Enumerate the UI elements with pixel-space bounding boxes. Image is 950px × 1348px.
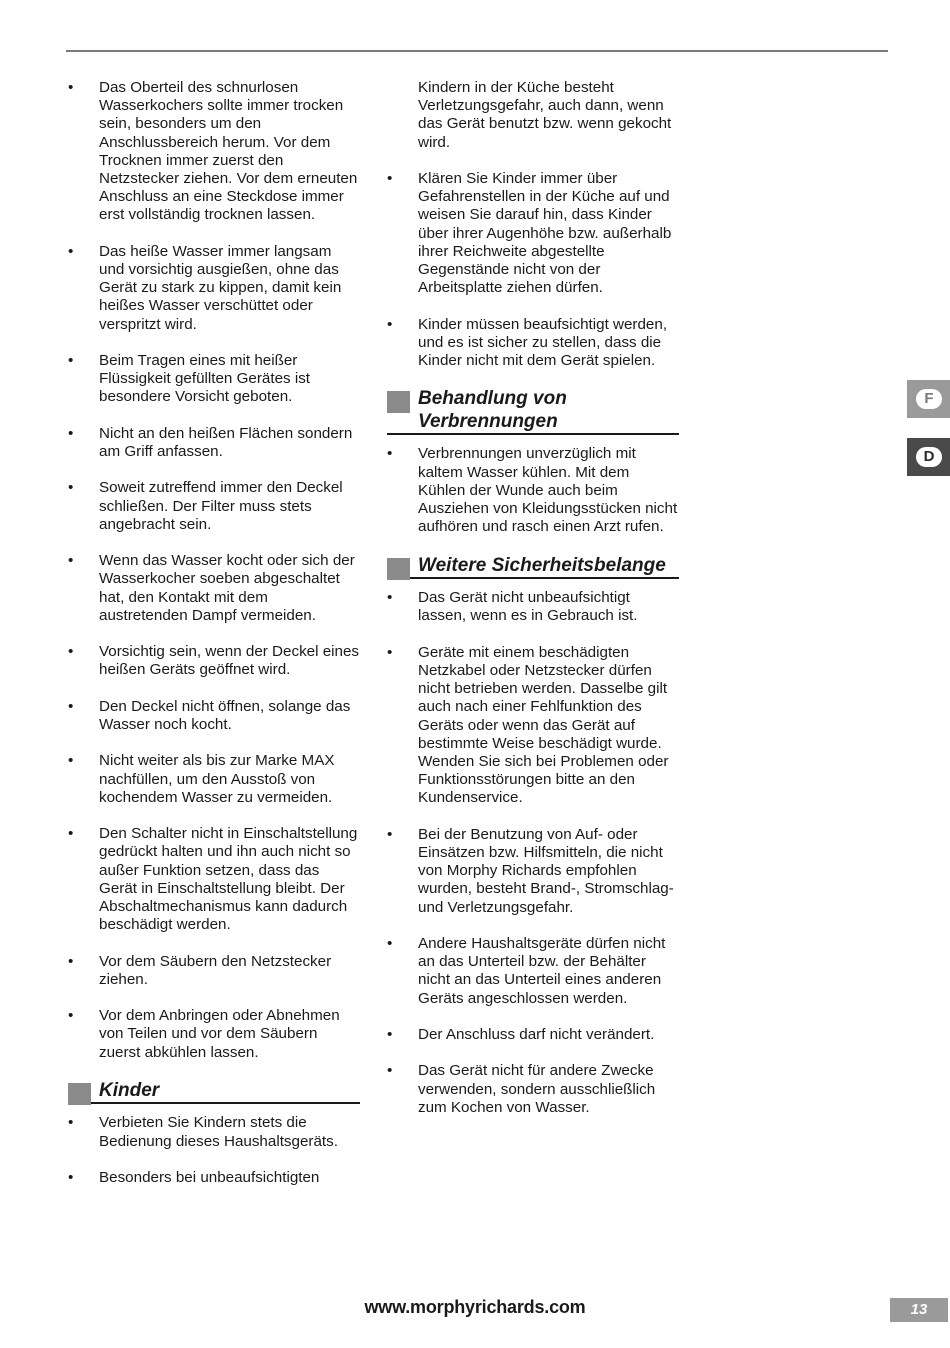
list-item xyxy=(68,1114,360,1150)
top-rule xyxy=(66,50,888,52)
item-text: Das Gerät nicht unbeaufsichtigt lassen, wenn es in Gebrauch ist. xyxy=(418,589,638,625)
bullet-marker: • xyxy=(68,552,74,570)
bullet-marker: • xyxy=(68,79,74,96)
right-bullet-list xyxy=(387,170,679,370)
item-text: Das Oberteil des schnurlosen Wasserkochers sollte immer trocken sein, besonders um den Anschlussbereich herum. Vor dem Trocknen immer zuerst den Netzstecker ziehen. Vor dem erneuten Anschluss an eine Steckdose immer erst vollständig trocknen lassen. xyxy=(99,79,358,224)
list-item xyxy=(68,953,360,989)
continuation-list xyxy=(387,79,679,152)
bullet-marker: • xyxy=(68,479,74,497)
left-column xyxy=(68,79,360,1205)
list-item xyxy=(387,1026,679,1044)
section-marker xyxy=(387,558,410,580)
item-text: Soweit zutreffend immer den Deckel schließen. Der Filter muss stets angebracht sein. xyxy=(99,479,343,533)
item-text: Den Schalter nicht in Einschaltstellung gedrückt halten und ihn auch nicht so außer Funktion setzen, dass das Gerät in Einschaltstellung bleibt. Der Abschaltmechanismus kann dadurch beschädigt werden. xyxy=(99,825,358,934)
bullet-marker: • xyxy=(68,1169,74,1187)
item-text: Vorsichtig sein, wenn der Deckel eines heißen Geräts geöffnet wird. xyxy=(99,643,360,679)
item-text: Vor dem Säubern den Netzstecker ziehen. xyxy=(99,952,332,988)
language-label: F xyxy=(916,389,942,409)
item-text: Wenn das Wasser kocht oder sich der Wasserkocher soeben abgeschaltet hat, den Kontakt mit dem austretenden Dampf vermeiden. xyxy=(99,552,355,624)
item-text: Verbrennungen unverzüglich mit kaltem Wasser kühlen. Mit dem Kühlen der Wunde auch beim Ausziehen von Kleidungsstücken nicht aufhören und rasch einen Arzt rufen. xyxy=(418,445,678,536)
bullet-marker: • xyxy=(387,170,393,187)
list-item xyxy=(68,825,360,934)
language-label: D xyxy=(916,447,942,467)
bullet-marker: • xyxy=(387,1025,393,1043)
section-title: Weitere Sicherheitsbelange xyxy=(418,554,666,576)
bullet-marker: • xyxy=(68,825,74,843)
item-text: Nicht weiter als bis zur Marke MAX nachfüllen, um den Ausstoß von kochendem Wasser zu vermeiden. xyxy=(99,752,335,806)
list-item xyxy=(387,1062,679,1117)
item-text: Den Deckel nicht öffnen, solange das Wasser noch kocht. xyxy=(99,697,351,733)
item-text: Der Anschluss darf nicht verändert. xyxy=(418,1025,655,1043)
list-item xyxy=(68,643,360,679)
bullet-marker: • xyxy=(387,1062,393,1080)
list-item xyxy=(68,79,360,225)
item-text: Beim Tragen eines mit heißer Flüssigkeit gefüllten Gerätes ist besondere Vorsicht geboten. xyxy=(99,352,311,406)
bullet-marker: • xyxy=(68,1114,74,1132)
list-item xyxy=(387,316,679,371)
list-item xyxy=(68,752,360,807)
section-heading-verbrennungen xyxy=(387,388,679,435)
item-text: Bei der Benutzung von Auf- oder Einsätzen bzw. Hilfsmitteln, die nicht von Morphy Richards empfohlen wurden, besteht Brand-, Stromschlag- und Verletzungsgefahr. xyxy=(418,825,674,916)
left-bullet-list xyxy=(68,79,360,1062)
bullet-marker: • xyxy=(387,445,393,463)
bullet-marker: • xyxy=(68,352,74,370)
kinder-bullet-list xyxy=(68,1114,360,1187)
item-text: Nicht an den heißen Flächen sondern am Griff anfassen. xyxy=(99,424,353,461)
continuation-text: Kindern in der Küche besteht Verletzungsgefahr, auch dann, wenn das Gerät benutzt bzw. wenn gekocht wird. xyxy=(418,79,672,151)
bullet-marker: • xyxy=(68,1007,74,1025)
language-tab-d[interactable] xyxy=(907,438,950,476)
list-item xyxy=(387,826,679,917)
list-item xyxy=(68,243,360,334)
verbrennungen-bullet-list xyxy=(387,445,679,536)
bullet-marker: • xyxy=(387,589,393,607)
right-column xyxy=(387,79,679,1135)
list-item xyxy=(68,552,360,625)
item-text: Vor dem Anbringen oder Abnehmen von Teilen und vor dem Säubern zuerst abkühlen lassen. xyxy=(99,1007,340,1061)
item-text: Verbieten Sie Kindern stets die Bedienung dieses Haushaltsgeräts. xyxy=(99,1114,338,1150)
bullet-marker: • xyxy=(68,752,74,770)
item-text: Das heiße Wasser immer langsam und vorsichtig ausgießen, ohne das Gerät zu stark zu kippen, damit kein heißes Wasser verschüttet oder verspritzt wird. xyxy=(99,242,342,333)
list-item xyxy=(68,425,360,461)
bullet-marker: • xyxy=(387,643,393,661)
list-item xyxy=(387,935,679,1008)
section-heading-kinder xyxy=(68,1080,360,1105)
section-marker xyxy=(387,391,410,413)
bullet-marker: • xyxy=(387,934,393,952)
list-item xyxy=(68,352,360,407)
item-text: Geräte mit einem beschädigten Netzkabel oder Netzstecker dürfen nicht betrieben werden. Dasselbe gilt auch nach einer Fehlfunktion des Geräts oder wenn das Gerät auf bestimmte Weise beschädigt wurde. Wenden Sie sich bei Problemen oder Funktionsstörungen bitte an den Kundenservice. xyxy=(418,643,669,807)
item-text: Kinder müssen beaufsichtigt werden, und es ist sicher zu stellen, dass die Kinder nicht mit dem Gerät spielen. xyxy=(418,315,668,370)
weitere-bullet-list xyxy=(387,589,679,1117)
section-marker xyxy=(68,1083,91,1105)
bullet-marker: • xyxy=(387,315,393,333)
footer-website-url[interactable]: www.morphyrichards.com xyxy=(364,1297,586,1317)
language-tab-f[interactable] xyxy=(907,380,950,418)
bullet-marker: • xyxy=(68,424,74,442)
item-text: Klären Sie Kinder immer über Gefahrenstellen in der Küche auf und weisen Sie darauf hin, dass Kinder über ihrer Augenhöhe bzw. außerhalb ihrer Reichweite abgestellte Gegenstände nicht von der Arbeitsplatte ziehen dürfen. xyxy=(418,170,672,297)
item-text: Andere Haushaltsgeräte dürfen nicht an das Unterteil bzw. der Behälter nicht an das Unterteil eines anderen Geräts angeschlossen werden. xyxy=(418,934,666,1007)
bullet-marker: • xyxy=(68,952,74,970)
section-heading-weitere xyxy=(387,555,679,580)
list-item xyxy=(387,445,679,536)
page-number: 13 xyxy=(890,1298,948,1322)
bullet-marker: • xyxy=(68,697,74,715)
item-text: Das Gerät nicht für andere Zwecke verwenden, sondern ausschließlich zum Kochen von Wasser. xyxy=(418,1062,656,1116)
list-item xyxy=(68,1169,360,1187)
section-title: Behandlung von Verbrennungen xyxy=(418,388,567,432)
bullet-marker: • xyxy=(387,825,393,843)
list-item xyxy=(68,698,360,734)
section-title: Kinder xyxy=(99,1079,160,1101)
bullet-marker: • xyxy=(68,643,74,661)
list-item xyxy=(68,1007,360,1062)
list-item xyxy=(387,644,679,808)
list-item xyxy=(387,589,679,625)
list-item xyxy=(387,170,679,297)
bullet-marker: • xyxy=(68,242,74,260)
item-text: Besonders bei unbeaufsichtigten xyxy=(99,1169,320,1187)
list-item xyxy=(68,479,360,534)
